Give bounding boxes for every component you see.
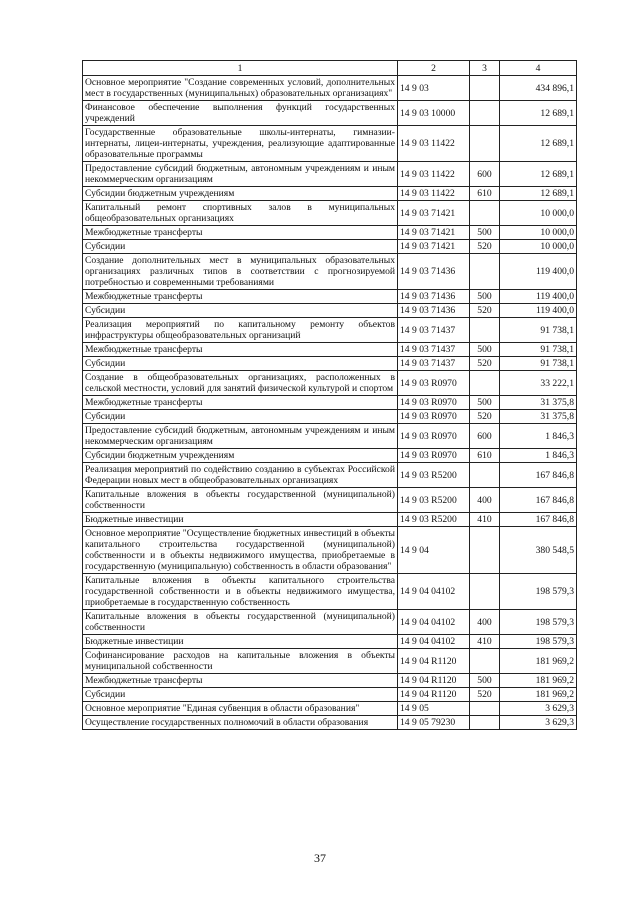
item-name-cell: Межбюджетные трансферты [83, 343, 398, 357]
amount-cell: 12 689,1 [500, 101, 577, 126]
amount-cell: 198 579,3 [500, 635, 577, 649]
column-header-4: 4 [500, 61, 577, 76]
table-row [83, 716, 577, 730]
expense-type-code-cell: 520 [470, 240, 500, 254]
item-name-cell: Субсидии [83, 304, 398, 318]
column-header-2: 2 [398, 61, 470, 76]
table-row [83, 290, 577, 304]
expense-type-code-cell [470, 371, 500, 396]
table-row [83, 254, 577, 290]
amount-cell: 10 000,0 [500, 201, 577, 226]
table-row [83, 649, 577, 674]
table-row [83, 688, 577, 702]
item-name-cell: Государственные образовательные школы-интернаты, гимназии-интернаты, лицеи-интернаты, учреждения, реализующие адаптированные образовательные программы [83, 126, 398, 162]
item-name-cell: Субсидии [83, 240, 398, 254]
item-name-cell: Финансовое обеспечение выполнения функций государственных учреждений [83, 101, 398, 126]
table-row [83, 702, 577, 716]
item-name-cell: Осуществление государственных полномочий в области образования [83, 716, 398, 730]
amount-cell: 3 629,3 [500, 716, 577, 730]
amount-cell: 10 000,0 [500, 226, 577, 240]
budget-code-cell: 14 9 04 R1120 [398, 649, 470, 674]
table-row [83, 343, 577, 357]
table-row [83, 304, 577, 318]
expense-type-code-cell: 500 [470, 674, 500, 688]
item-name-cell: Основное мероприятие "Создание современных условий, дополнительных мест в государственных (муниципальных) образовательных организациях" [83, 76, 398, 101]
expense-type-code-cell: 520 [470, 357, 500, 371]
table-row [83, 396, 577, 410]
budget-code-cell: 14 9 04 [398, 527, 470, 574]
table-row [83, 488, 577, 513]
budget-code-cell: 14 9 03 R0970 [398, 424, 470, 449]
budget-code-cell: 14 9 03 R0970 [398, 410, 470, 424]
amount-cell: 31 375,8 [500, 396, 577, 410]
item-name-cell: Создание в общеобразовательных организациях, расположенных в сельской местности, условий для занятий физической культурой и спортом [83, 371, 398, 396]
expense-type-code-cell [470, 574, 500, 610]
expense-type-code-cell [470, 649, 500, 674]
item-name-cell: Межбюджетные трансферты [83, 396, 398, 410]
header-row [83, 61, 577, 76]
table-row [83, 674, 577, 688]
expense-type-code-cell: 520 [470, 410, 500, 424]
expense-type-code-cell: 400 [470, 610, 500, 635]
amount-cell: 181 969,2 [500, 649, 577, 674]
table-row [83, 357, 577, 371]
item-name-cell: Межбюджетные трансферты [83, 290, 398, 304]
table-row [83, 126, 577, 162]
table-row [83, 527, 577, 574]
table-row [83, 187, 577, 201]
item-name-cell: Предоставление субсидий бюджетным, автономным учреждениям и иным некоммерческим организациям [83, 424, 398, 449]
expense-type-code-cell: 520 [470, 304, 500, 318]
amount-cell: 31 375,8 [500, 410, 577, 424]
budget-code-cell: 14 9 03 11422 [398, 187, 470, 201]
amount-cell: 119 400,0 [500, 304, 577, 318]
table-row [83, 574, 577, 610]
expense-type-code-cell: 500 [470, 226, 500, 240]
item-name-cell: Создание дополнительных мест в муниципальных образовательных организациях различных типов в соответствии с прогнозируемой потребностью и современными требованиями [83, 254, 398, 290]
expense-type-code-cell: 410 [470, 635, 500, 649]
item-name-cell: Субсидии [83, 357, 398, 371]
expense-type-code-cell: 610 [470, 187, 500, 201]
amount-cell: 167 846,8 [500, 463, 577, 488]
table-row [83, 610, 577, 635]
item-name-cell: Софинансирование расходов на капитальные вложения в объекты муниципальной собственности [83, 649, 398, 674]
column-header-1: 1 [83, 61, 398, 76]
amount-cell: 3 629,3 [500, 702, 577, 716]
table-row [83, 635, 577, 649]
budget-code-cell: 14 9 03 10000 [398, 101, 470, 126]
item-name-cell: Реализация мероприятий по капитальному ремонту объектов инфраструктуры общеобразовательных организаций [83, 318, 398, 343]
item-name-cell: Межбюджетные трансферты [83, 226, 398, 240]
item-name-cell: Субсидии бюджетным учреждениям [83, 187, 398, 201]
expense-type-code-cell [470, 201, 500, 226]
amount-cell: 1 846,3 [500, 424, 577, 449]
amount-cell: 434 896,1 [500, 76, 577, 101]
budget-code-cell: 14 9 03 71421 [398, 201, 470, 226]
amount-cell: 12 689,1 [500, 187, 577, 201]
budget-code-cell: 14 9 03 R0970 [398, 396, 470, 410]
amount-cell: 167 846,8 [500, 488, 577, 513]
amount-cell: 119 400,0 [500, 254, 577, 290]
expense-type-code-cell: 500 [470, 343, 500, 357]
item-name-cell: Реализация мероприятий по содействию созданию в субъектах Российской Федерации новых мест в общеобразовательных организациях [83, 463, 398, 488]
amount-cell: 198 579,3 [500, 610, 577, 635]
expense-type-code-cell [470, 76, 500, 101]
amount-cell: 198 579,3 [500, 574, 577, 610]
amount-cell: 1 846,3 [500, 449, 577, 463]
item-name-cell: Капитальные вложения в объекты капитального строительства государственной собственности и в объекты недвижимого имущества, приобретаемые в государственную собственность [83, 574, 398, 610]
budget-code-cell: 14 9 03 71437 [398, 343, 470, 357]
amount-cell: 91 738,1 [500, 343, 577, 357]
budget-code-cell: 14 9 03 [398, 76, 470, 101]
table-row [83, 240, 577, 254]
amount-cell: 119 400,0 [500, 290, 577, 304]
budget-table [82, 60, 577, 730]
page-number: 37 [314, 851, 326, 865]
expense-type-code-cell: 400 [470, 488, 500, 513]
amount-cell: 91 738,1 [500, 357, 577, 371]
expense-type-code-cell [470, 101, 500, 126]
budget-code-cell: 14 9 04 04102 [398, 610, 470, 635]
expense-type-code-cell: 520 [470, 688, 500, 702]
table-row [83, 318, 577, 343]
item-name-cell: Капитальные вложения в объекты государственной (муниципальной) собственности [83, 488, 398, 513]
table-row [83, 226, 577, 240]
item-name-cell: Капитальный ремонт спортивных залов в муниципальных общеобразовательных организациях [83, 201, 398, 226]
amount-cell: 12 689,1 [500, 162, 577, 187]
budget-code-cell: 14 9 03 71436 [398, 290, 470, 304]
expense-type-code-cell: 500 [470, 396, 500, 410]
amount-cell: 91 738,1 [500, 318, 577, 343]
budget-code-cell: 14 9 04 04102 [398, 635, 470, 649]
table-row [83, 162, 577, 187]
table-row [83, 449, 577, 463]
budget-code-cell: 14 9 03 R5200 [398, 513, 470, 527]
expense-type-code-cell [470, 527, 500, 574]
budget-code-cell: 14 9 05 79230 [398, 716, 470, 730]
expense-type-code-cell [470, 702, 500, 716]
item-name-cell: Субсидии [83, 410, 398, 424]
table-row [83, 76, 577, 101]
amount-cell: 181 969,2 [500, 688, 577, 702]
expense-type-code-cell [470, 463, 500, 488]
expense-type-code-cell: 600 [470, 162, 500, 187]
budget-code-cell: 14 9 03 11422 [398, 162, 470, 187]
budget-code-cell: 14 9 05 [398, 702, 470, 716]
item-name-cell: Бюджетные инвестиции [83, 635, 398, 649]
item-name-cell: Субсидии бюджетным учреждениям [83, 449, 398, 463]
item-name-cell: Межбюджетные трансферты [83, 674, 398, 688]
expense-type-code-cell [470, 254, 500, 290]
budget-code-cell: 14 9 04 04102 [398, 574, 470, 610]
budget-code-cell: 14 9 04 R1120 [398, 674, 470, 688]
table-row [83, 371, 577, 396]
amount-cell: 380 548,5 [500, 527, 577, 574]
item-name-cell: Предоставление субсидий бюджетным, автономным учреждениям и иным некоммерческим организациям [83, 162, 398, 187]
item-name-cell: Бюджетные инвестиции [83, 513, 398, 527]
column-header-3: 3 [470, 61, 500, 76]
amount-cell: 10 000,0 [500, 240, 577, 254]
expense-type-code-cell: 610 [470, 449, 500, 463]
expense-type-code-cell [470, 716, 500, 730]
budget-code-cell: 14 9 03 71437 [398, 357, 470, 371]
budget-code-cell: 14 9 03 71436 [398, 304, 470, 318]
budget-code-cell: 14 9 03 R0970 [398, 449, 470, 463]
expense-type-code-cell [470, 318, 500, 343]
budget-code-cell: 14 9 03 71436 [398, 254, 470, 290]
budget-code-cell: 14 9 03 R0970 [398, 371, 470, 396]
table-row [83, 463, 577, 488]
budget-code-cell: 14 9 03 71437 [398, 318, 470, 343]
item-name-cell: Капитальные вложения в объекты государственной (муниципальной) собственности [83, 610, 398, 635]
budget-code-cell: 14 9 03 71421 [398, 226, 470, 240]
expense-type-code-cell: 410 [470, 513, 500, 527]
amount-cell: 181 969,2 [500, 674, 577, 688]
item-name-cell: Субсидии [83, 688, 398, 702]
budget-code-cell: 14 9 03 71421 [398, 240, 470, 254]
budget-code-cell: 14 9 03 R5200 [398, 463, 470, 488]
table-row [83, 424, 577, 449]
amount-cell: 33 222,1 [500, 371, 577, 396]
table-row [83, 101, 577, 126]
amount-cell: 167 846,8 [500, 513, 577, 527]
expense-type-code-cell [470, 126, 500, 162]
budget-code-cell: 14 9 04 R1120 [398, 688, 470, 702]
table-row [83, 410, 577, 424]
expense-type-code-cell: 500 [470, 290, 500, 304]
expense-type-code-cell: 600 [470, 424, 500, 449]
budget-code-cell: 14 9 03 R5200 [398, 488, 470, 513]
item-name-cell: Основное мероприятие "Единая субвенция в области образования" [83, 702, 398, 716]
table-body [83, 76, 577, 730]
budget-code-cell: 14 9 03 11422 [398, 126, 470, 162]
table-row [83, 201, 577, 226]
item-name-cell: Основное мероприятие "Осуществление бюджетных инвестиций в объекты капитального строительства государственной (муниципальной) собственности и в объекты недвижимого имущества, приобретаемые в государственную (муниципальную) собственность в области образования" [83, 527, 398, 574]
table-row [83, 513, 577, 527]
amount-cell: 12 689,1 [500, 126, 577, 162]
